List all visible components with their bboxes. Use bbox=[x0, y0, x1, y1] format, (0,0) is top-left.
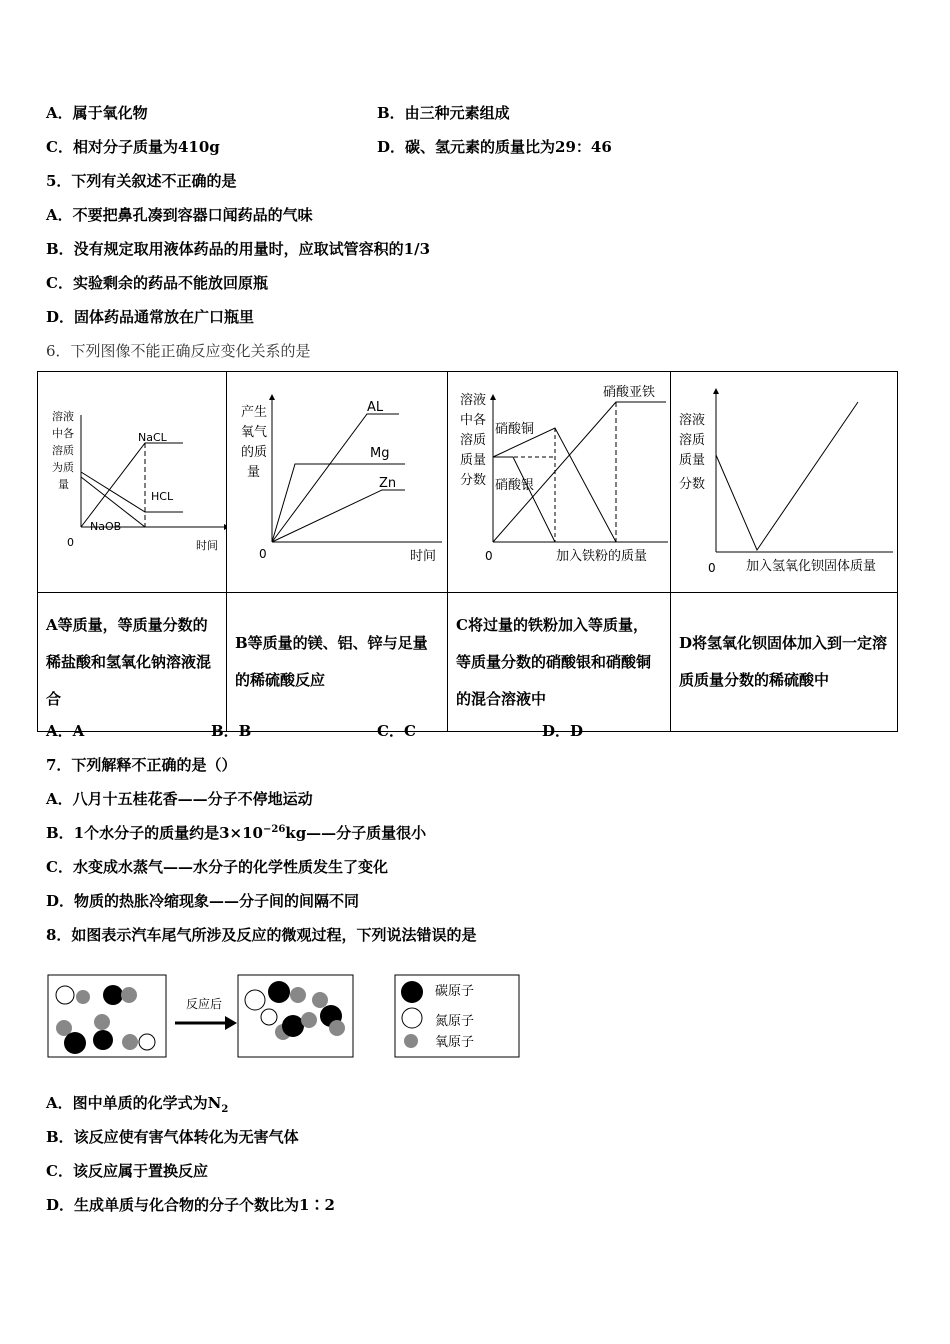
graph-b-ylabel-4: 量 bbox=[247, 465, 261, 480]
q4-option-a: A．属于氧化物 bbox=[46, 104, 148, 122]
graph-d-ylabel-1: 溶液 bbox=[679, 413, 706, 428]
graph-c bbox=[448, 372, 670, 592]
q7-option-a: A．八月十五桂花香——分子不停地运动 bbox=[46, 790, 313, 808]
q6-graph-table bbox=[37, 371, 898, 732]
q7-option-d: D．物质的热胀冷缩现象——分子间的间隔不同 bbox=[46, 892, 360, 910]
graph-b-label-mg: Mg bbox=[370, 446, 390, 461]
q4-option-c: C．相对分子质量为410g bbox=[46, 138, 220, 156]
caption-a: A等质量，等质量分数的稀盐酸和氢氧化钠溶液混合 bbox=[38, 593, 227, 732]
q7-option-c: C．水变成水蒸气——水分子的化学性质发生了变化 bbox=[46, 858, 388, 876]
q5-option-c: C．实验剩余的药品不能放回原瓶 bbox=[46, 274, 268, 292]
graph-a-ylabel-4: 为质 bbox=[52, 461, 74, 474]
graph-c-ylabel-5: 分数 bbox=[460, 473, 487, 488]
graph-a-label-hcl: HCL bbox=[151, 490, 174, 503]
graph-a-cell bbox=[38, 372, 227, 593]
graph-a-ylabel-2: 中各 bbox=[52, 427, 74, 440]
graph-d-origin: 0 bbox=[708, 561, 716, 575]
graph-c-line-silver-nitrate bbox=[493, 457, 555, 542]
q5-option-b: B．没有规定取用液体药品的用量时，应取试管容积的1/3 bbox=[46, 240, 431, 258]
q8-option-a: A．图中单质的化学式为$N_2$ bbox=[46, 1094, 229, 1115]
legend-oxygen: 氧原子 bbox=[435, 1035, 475, 1050]
graph-b bbox=[227, 372, 447, 592]
caption-d: D将氢氧化钡固体加入到一定溶质质量分数的稀硫酸中 bbox=[671, 593, 898, 732]
graph-c-ylabel-4: 质量 bbox=[460, 453, 487, 468]
graph-a-ylabel-5: 量 bbox=[58, 478, 69, 491]
q5-title: 5．下列有关叙述不正确的是 bbox=[46, 172, 237, 190]
graph-b-line-zn bbox=[272, 490, 405, 542]
graph-b-ylabel-3: 的质 bbox=[241, 445, 268, 460]
graph-d-xlabel: 加入氢氧化钡固体质量 bbox=[746, 559, 877, 574]
q6-option-d: D．D bbox=[542, 722, 584, 740]
graph-a bbox=[38, 372, 226, 592]
graph-c-cell bbox=[448, 372, 671, 593]
q6-option-a: A．A bbox=[46, 722, 85, 740]
legend-carbon: 碳原子 bbox=[435, 984, 475, 999]
graph-d-line bbox=[716, 402, 858, 550]
q6-option-c: C．C bbox=[377, 722, 416, 740]
graph-b-ylabel-2: 氧气 bbox=[241, 425, 268, 440]
caption-c: C将过量的铁粉加入等质量，等质量分数的硝酸银和硝酸铜的混合溶液中 bbox=[448, 593, 671, 732]
graph-c-xlabel: 加入铁粉的质量 bbox=[556, 549, 648, 564]
q6-title: 6．下列图像不能正确反应变化关系的是 bbox=[46, 342, 311, 360]
graph-a-ylabel-1: 溶液 bbox=[52, 410, 74, 423]
legend-nitrogen: 氮原子 bbox=[435, 1014, 475, 1029]
q5-option-a: A．不要把鼻孔凑到容器口闻药品的气味 bbox=[46, 206, 313, 224]
q8-option-d: D．生成单质与化合物的分子个数比为1∶2 bbox=[46, 1196, 335, 1214]
graph-a-line-nacl bbox=[81, 443, 183, 527]
graph-a-origin: 0 bbox=[67, 536, 74, 549]
q6-option-b: B．B bbox=[211, 722, 252, 740]
graph-a-label-naoh: NaOB bbox=[90, 520, 122, 533]
q4-option-b: B．由三种元素组成 bbox=[377, 104, 510, 122]
graph-c-label-copper-nitrate: 硝酸铜 bbox=[495, 422, 535, 437]
graph-b-label-al: AL bbox=[367, 400, 384, 415]
graph-b-cell bbox=[227, 372, 448, 593]
graph-c-origin: 0 bbox=[485, 549, 493, 563]
graph-a-xlabel: 时间 bbox=[196, 539, 218, 552]
caption-b: B等质量的镁、铝、锌与足量的稀硫酸反应 bbox=[227, 593, 448, 732]
graph-d-ylabel-4: 分数 bbox=[679, 477, 706, 492]
arrow-label: 反应后 bbox=[186, 997, 223, 1011]
nitrogen-atom-icon bbox=[402, 1008, 422, 1028]
graph-b-ylabel-1: 产生 bbox=[241, 405, 268, 420]
graph-c-ylabel-2: 中各 bbox=[460, 413, 487, 428]
q7-title: 7．下列解释不正确的是（） bbox=[46, 756, 237, 774]
q8-option-c: C．该反应属于置换反应 bbox=[46, 1162, 208, 1180]
graph-a-label-nacl: NaCL bbox=[138, 431, 167, 444]
graph-d-ylabel-2: 溶质 bbox=[679, 433, 706, 448]
carbon-atom-icon bbox=[401, 981, 423, 1003]
q5-option-d: D．固体药品通常放在广口瓶里 bbox=[46, 308, 255, 326]
q8-micro-diagram bbox=[45, 970, 525, 1062]
graph-d-cell bbox=[671, 372, 898, 593]
graph-b-origin: 0 bbox=[259, 547, 267, 561]
q7-option-b: B．1个水分子的质量约是$3\times 10^{-26}kg——$分子质量很小 bbox=[46, 824, 427, 842]
graph-c-ylabel-1: 溶液 bbox=[460, 393, 487, 408]
q8-option-b: B．该反应使有害气体转化为无害气体 bbox=[46, 1128, 299, 1146]
oxygen-atom-icon bbox=[404, 1034, 418, 1048]
graph-d bbox=[671, 372, 897, 592]
graph-c-ylabel-3: 溶质 bbox=[460, 433, 487, 448]
graph-b-label-zn: Zn bbox=[379, 476, 397, 491]
graph-c-label-ferrous-nitrate: 硝酸亚铁 bbox=[603, 385, 656, 400]
q8-title: 8．如图表示汽车尾气所涉及反应的微观过程，下列说法错误的是 bbox=[46, 926, 477, 944]
graph-d-ylabel-3: 质量 bbox=[679, 453, 706, 468]
graph-c-label-silver-nitrate: 硝酸银 bbox=[495, 478, 535, 493]
graph-b-xlabel: 时间 bbox=[410, 549, 437, 564]
graph-a-ylabel-3: 溶质 bbox=[52, 444, 74, 457]
q4-option-d: D．碳、氢元素的质量比为29：46 bbox=[377, 138, 612, 156]
